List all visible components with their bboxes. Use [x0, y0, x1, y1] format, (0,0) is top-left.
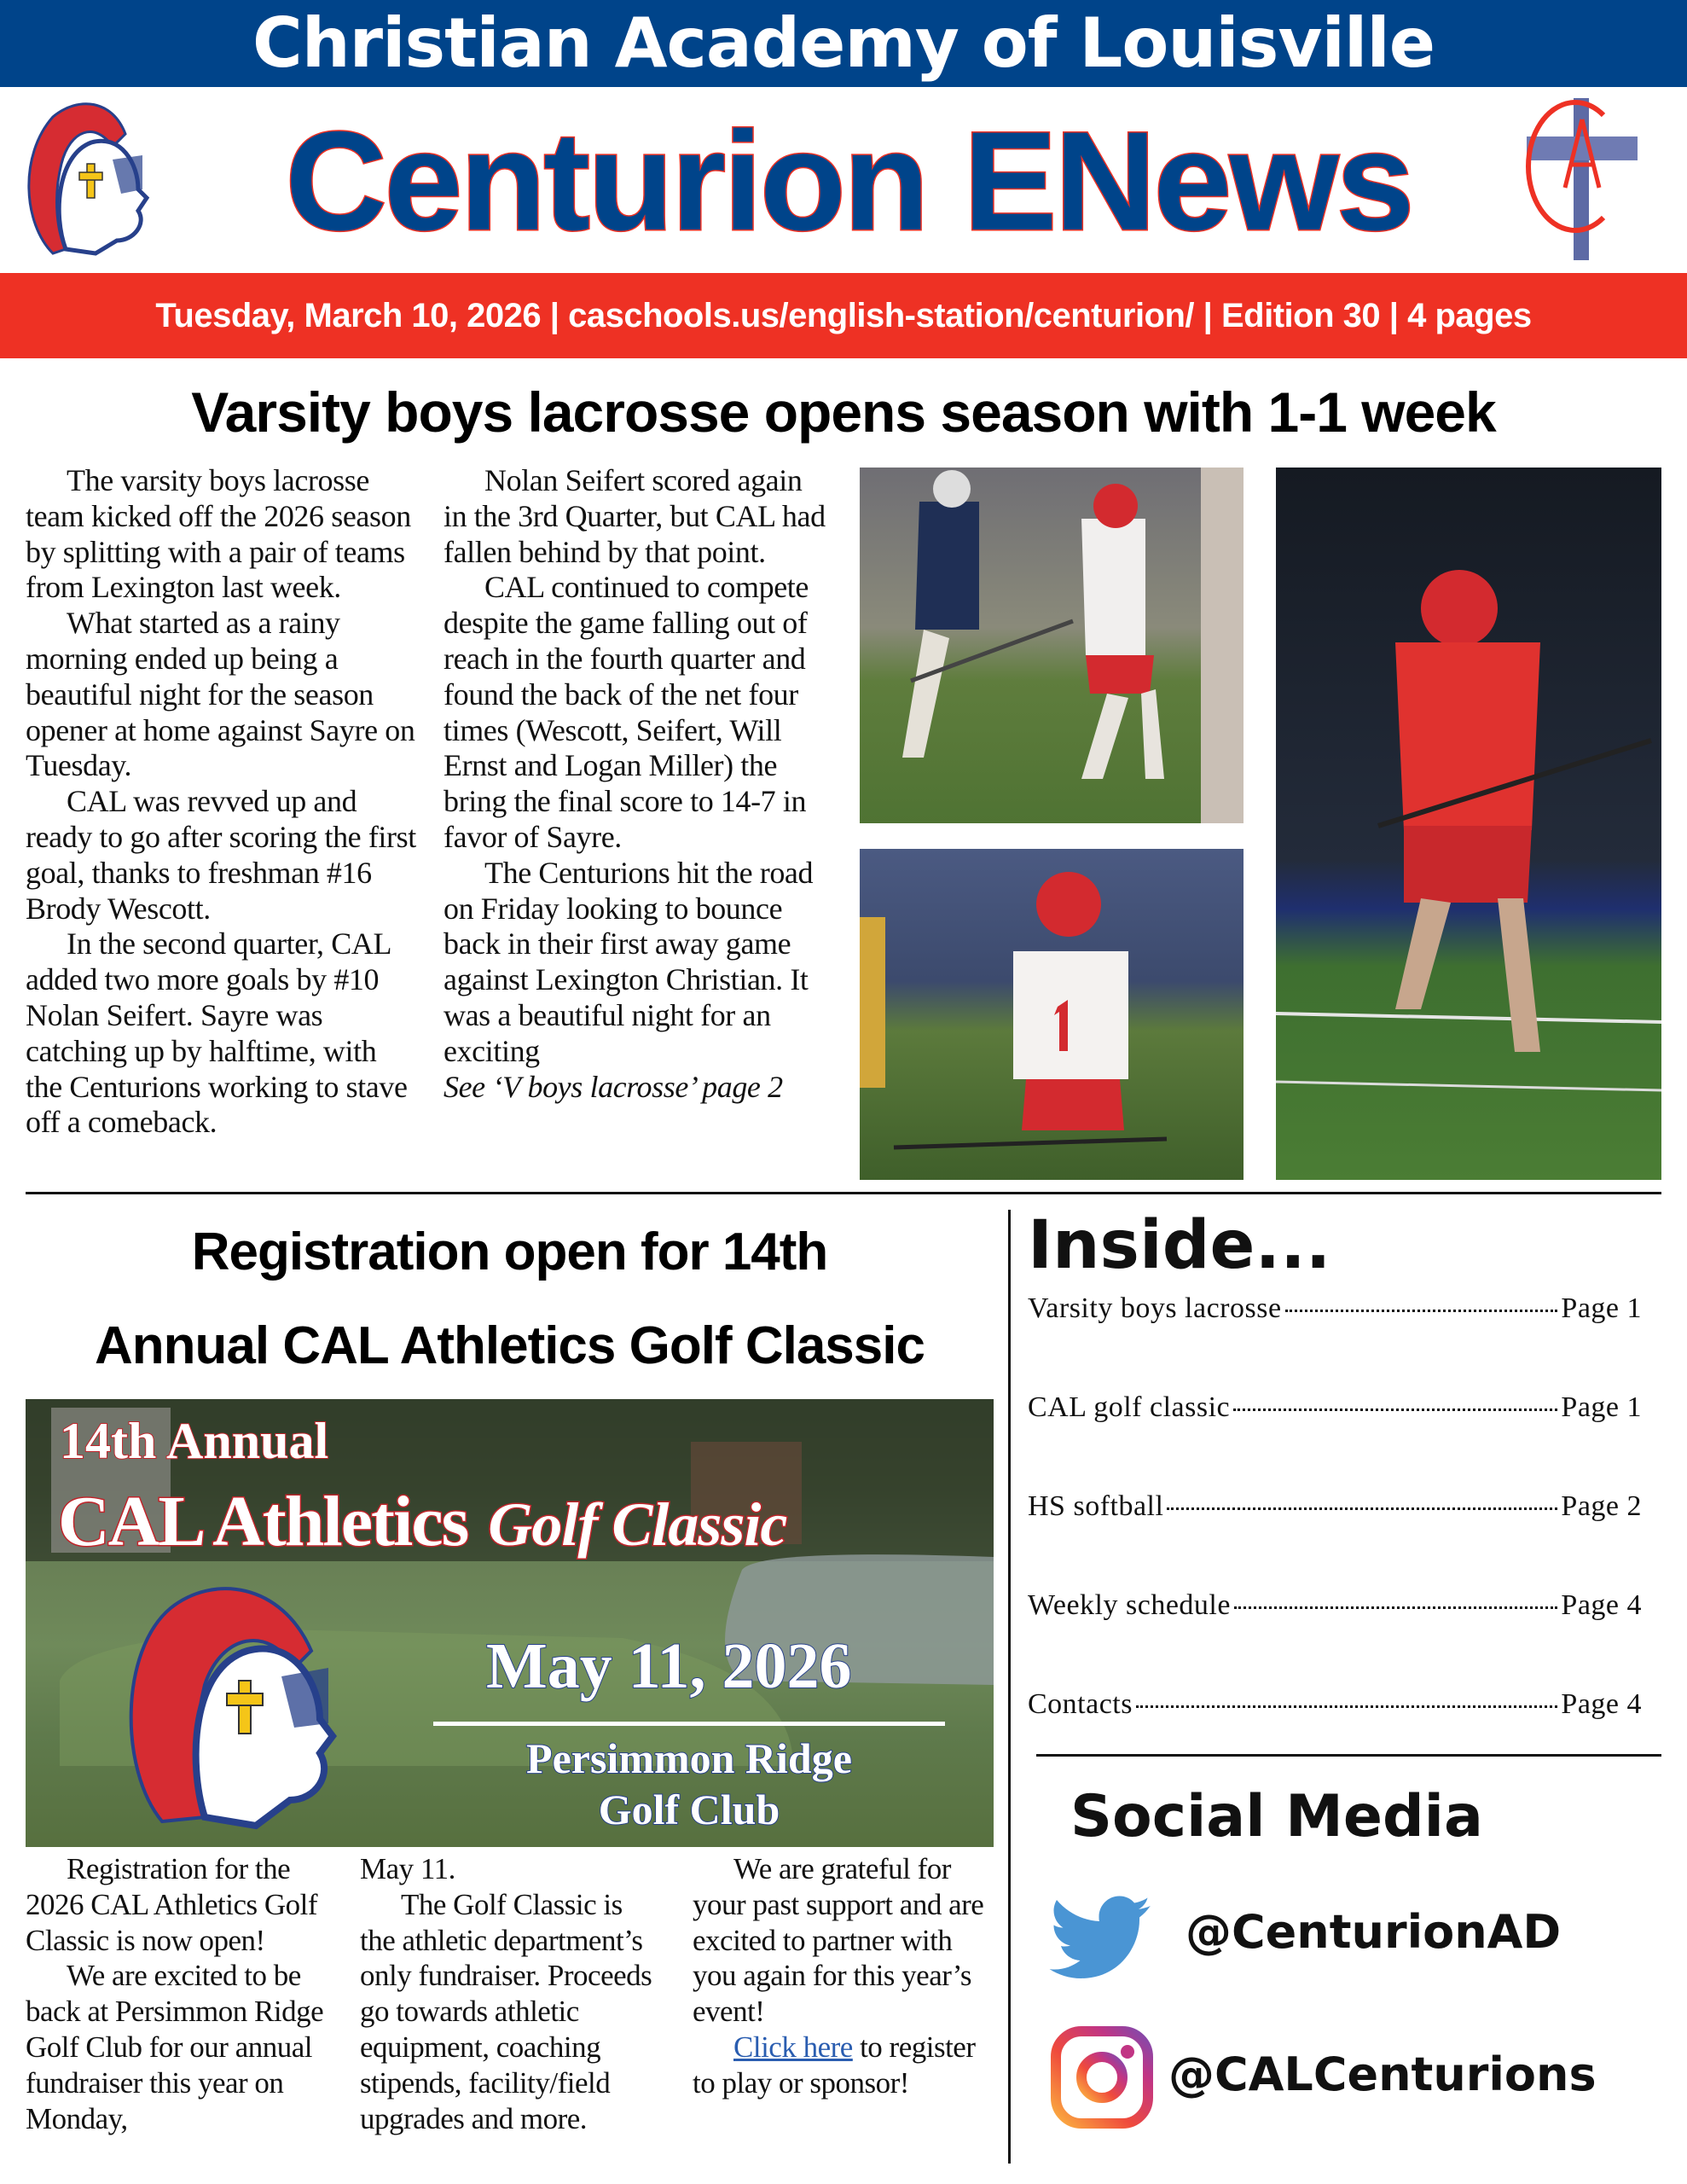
register-text: to register to play or sponsor! — [693, 2030, 976, 2100]
inside-title: Inside... — [1028, 1207, 1331, 1284]
lacrosse-photo-2 — [860, 849, 1244, 1180]
paragraph: What started as a rainy morning ended up being a beautiful night for the season opener at home against Sayre on Tuesday. — [26, 606, 415, 783]
golf-headline-line-1: Registration open for 14th — [191, 1223, 828, 1281]
spartan-helmet-icon — [119, 1574, 358, 1830]
dot-leader — [1167, 1507, 1557, 1510]
paragraph: Registration for the 2026 CAL Athletics Golf Classic is now open! — [26, 1852, 318, 1957]
dot-leader — [1285, 1310, 1558, 1312]
toc-item[interactable]: Varsity boys lacrosse Page 1 — [1028, 1292, 1642, 1324]
newsletter-title: Centurion ENews — [285, 102, 1412, 259]
section-divider — [1036, 1754, 1661, 1757]
separator: | — [1203, 297, 1213, 334]
page-count: 4 pages — [1407, 297, 1532, 334]
toc-item[interactable]: Contacts Page 4 — [1028, 1688, 1642, 1720]
flyer-venue-line-1: Persimmon Ridge — [526, 1734, 852, 1782]
separator: | — [1388, 297, 1399, 334]
edition-number: Edition 30 — [1221, 297, 1381, 334]
golf-column-1 — [26, 1851, 341, 2136]
spartan-helmet-icon — [19, 96, 164, 258]
instagram-icon[interactable] — [1051, 2026, 1153, 2129]
golf-classic-flyer — [26, 1399, 994, 1847]
lacrosse-photo-3 — [1276, 468, 1661, 1180]
toc-item[interactable]: HS softball Page 2 — [1028, 1490, 1642, 1522]
dot-leader — [1136, 1705, 1557, 1708]
cal-cross-logo-icon — [1518, 98, 1646, 260]
column-divider — [1008, 1210, 1011, 2164]
flyer-date: May 11, 2026 — [486, 1630, 852, 1702]
section-divider — [26, 1192, 1661, 1194]
register-link[interactable]: Click here — [733, 2030, 853, 2064]
lacrosse-headline: Varsity boys lacrosse opens season with 1-1 week — [191, 380, 1496, 444]
paragraph: In the second quarter, CAL added two more goals by #10 Nolan Seifert. Sayre was catching up by halftime, with the Centurions working to stave off a comeback. — [26, 926, 408, 1140]
lacrosse-column-1 — [26, 463, 420, 1141]
toc-item[interactable]: CAL golf classic Page 1 — [1028, 1391, 1642, 1423]
paragraph: CAL continued to compete despite the game falling out of reach in the fourth quarter and found the back of the net four times (Wescott, Seifert, Will Ernst and Logan Miller) the bring the final score to 14-7 in favor of Sayre. — [443, 570, 809, 854]
twitter-bird-icon[interactable] — [1047, 1896, 1155, 1981]
paragraph: The Centurions hit the road on Friday looking to bounce back in their first away game against Lexington Christian. It was a beautiful night for an exciting — [443, 855, 814, 1068]
lacrosse-photo-1 — [860, 468, 1244, 823]
paragraph — [693, 2030, 1001, 2101]
twitter-handle[interactable]: @CenturionAD — [1186, 1905, 1562, 1959]
paragraph: We are excited to be back at Persimmon Ridge Golf Club for our annual fundraiser this year on Monday, — [26, 1959, 324, 2135]
flyer-title-row — [58, 1480, 979, 1563]
paragraph: Nolan Seifert scored again in the 3rd Quarter, but CAL had fallen behind by that point. — [443, 463, 826, 569]
flyer-venue-line-2: Golf Club — [598, 1786, 780, 1833]
flyer-divider — [433, 1722, 945, 1726]
flyer-script-title: Golf Classic — [488, 1490, 787, 1559]
lacrosse-column-2 — [443, 463, 827, 1105]
golf-column-2 — [360, 1851, 658, 2136]
issue-info-bar — [0, 273, 1687, 358]
paragraph: May 11. — [360, 1852, 455, 1885]
school-name: Christian Academy of Louisville — [252, 3, 1435, 83]
issue-date: Tuesday, March 10, 2026 — [155, 297, 542, 334]
dot-leader — [1233, 1409, 1557, 1411]
flyer-title: CAL Athletics — [58, 1482, 468, 1561]
paragraph: The Golf Classic is the athletic department’s only fundraiser. Proceeds go towards athletic equipment, coaching stipends, facility/field upgrades and more. — [360, 1887, 652, 2135]
golf-headline-line-2: Annual CAL Athletics Golf Classic — [95, 1316, 925, 1375]
school-name-banner — [0, 0, 1687, 87]
paragraph: We are grateful for your past support and are excited to partner with you again for this year’s event! — [693, 1852, 984, 2029]
social-media-title: Social Media — [1070, 1783, 1483, 1850]
jump-line: See ‘V boys lacrosse’ page 2 — [443, 1069, 783, 1104]
paragraph: The varsity boys lacrosse team kicked off the 2026 season by splitting with a pair of teams from Lexington last week. — [26, 463, 411, 605]
separator: | — [549, 297, 559, 334]
toc-item[interactable]: Weekly schedule Page 4 — [1028, 1589, 1642, 1621]
golf-column-3 — [693, 1851, 1001, 2101]
dot-leader — [1234, 1606, 1557, 1609]
website-url[interactable]: caschools.us/english-station/centurion/ — [568, 297, 1195, 334]
instagram-handle[interactable]: @CALCenturions — [1168, 2048, 1597, 2101]
paragraph: CAL was revved up and ready to go after scoring the first goal, thanks to freshman #16 Brody Wescott. — [26, 784, 416, 926]
flyer-annual: 14th Annual — [60, 1413, 329, 1469]
